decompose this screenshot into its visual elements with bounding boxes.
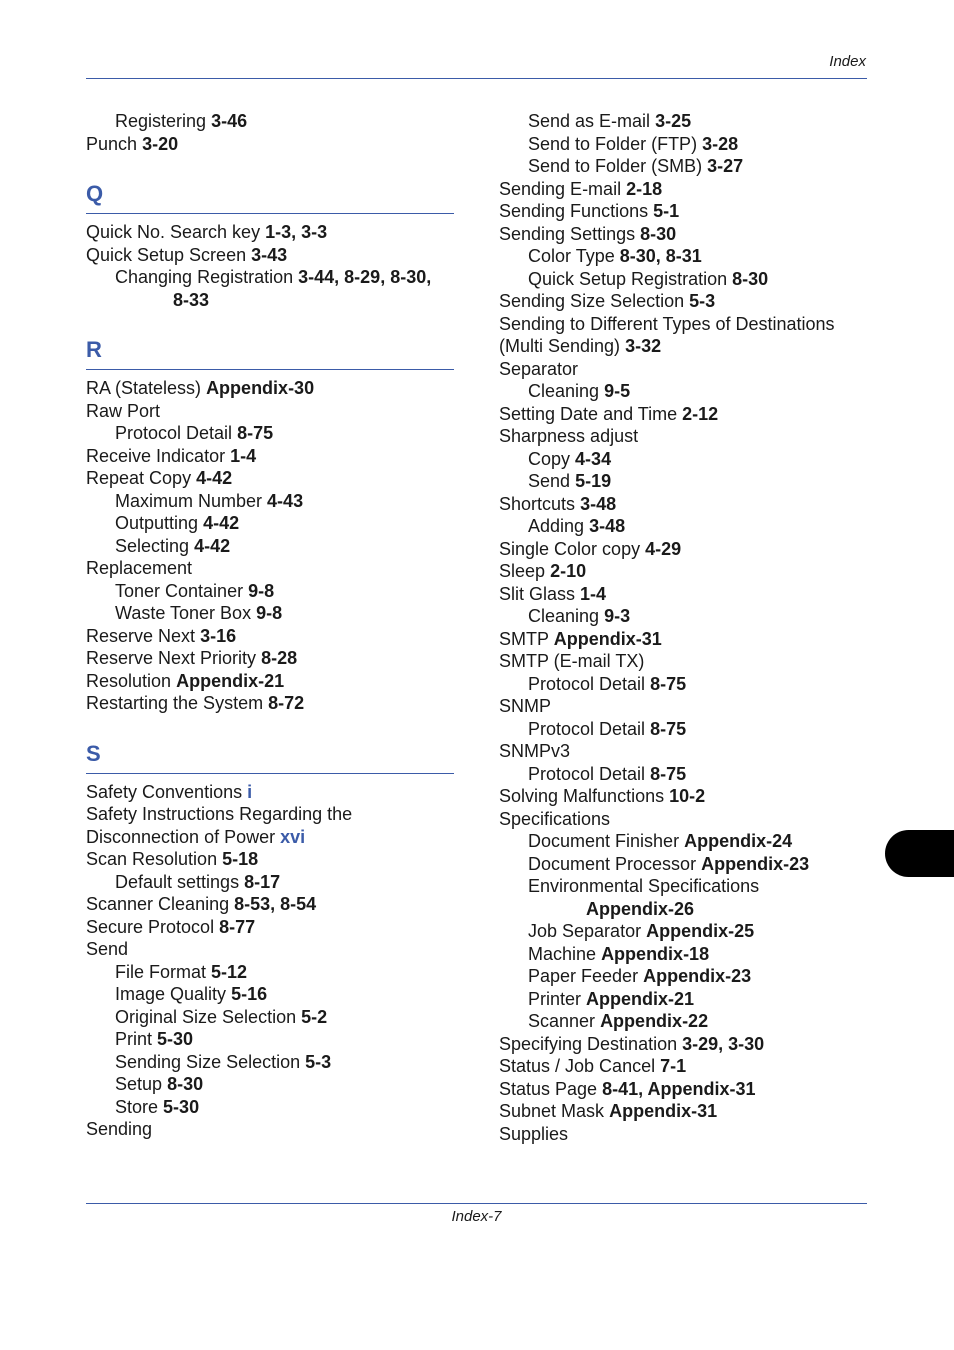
entry-term: Status Page bbox=[499, 1078, 598, 1099]
page-reference: 5-3 bbox=[305, 1051, 332, 1072]
entry-term: SMTP (E-mail TX) bbox=[499, 651, 645, 671]
index-entry bbox=[86, 400, 454, 423]
footer-rule bbox=[86, 1203, 867, 1204]
entry-term: (Multi Sending) bbox=[499, 336, 621, 356]
index-entry bbox=[499, 695, 871, 718]
index-subentry bbox=[86, 1096, 454, 1119]
page-reference: 3-32 bbox=[625, 336, 662, 356]
page-reference: Appendix-23 bbox=[643, 966, 752, 986]
index-entry bbox=[499, 808, 871, 831]
index-subentry bbox=[499, 380, 871, 403]
page-reference: 3-25 bbox=[655, 111, 692, 131]
page-reference: 1-4 bbox=[580, 583, 607, 604]
page-reference: 4-42 bbox=[194, 535, 231, 556]
index-entry bbox=[499, 538, 871, 561]
index-subentry bbox=[499, 943, 871, 966]
header-rule bbox=[86, 78, 867, 79]
page-reference: 8-75 bbox=[650, 763, 687, 784]
page-number: Index-7 bbox=[451, 1208, 502, 1225]
entry-term: Safety Conventions bbox=[86, 781, 243, 802]
page-reference: Appendix-31 bbox=[609, 1101, 718, 1121]
index-entry bbox=[499, 223, 871, 246]
entry-term: Print bbox=[115, 1029, 153, 1049]
index-entry bbox=[86, 445, 454, 468]
page-reference: 3-48 bbox=[580, 493, 617, 514]
page-reference: 4-29 bbox=[645, 538, 682, 559]
index-entry bbox=[86, 826, 454, 849]
entry-term: Sharpness adjust bbox=[499, 426, 639, 446]
page-reference: Appendix-22 bbox=[600, 1011, 709, 1031]
index-subentry bbox=[499, 875, 871, 898]
index-subentry bbox=[86, 580, 454, 603]
entry-term: Setup bbox=[115, 1074, 163, 1094]
page-reference: 5-19 bbox=[575, 471, 612, 491]
index-subentry bbox=[86, 490, 454, 513]
entry-term: Setting Date and Time bbox=[499, 403, 678, 424]
page-reference: 9-8 bbox=[256, 603, 283, 623]
section-rule bbox=[86, 369, 454, 370]
page-reference[interactable]: xvi bbox=[280, 826, 306, 847]
page-reference: 1-3, 3-3 bbox=[265, 222, 328, 242]
page-reference: 8-30 bbox=[640, 223, 677, 244]
index-entry bbox=[499, 560, 871, 583]
page-reference: 4-43 bbox=[267, 490, 304, 511]
page-reference: 8-17 bbox=[244, 871, 281, 892]
entry-term: Separator bbox=[499, 358, 579, 379]
entry-term: Color Type bbox=[528, 246, 615, 266]
entry-term: Quick Setup Registration bbox=[528, 268, 728, 289]
index-subentry bbox=[86, 535, 454, 558]
index-entry bbox=[499, 1055, 871, 1078]
index-subentry bbox=[499, 920, 871, 943]
section-letter: Q bbox=[86, 181, 104, 206]
entry-term: Machine bbox=[528, 943, 597, 964]
page-reference: 8-30 bbox=[732, 268, 769, 289]
index-entry bbox=[499, 493, 871, 516]
entry-term: Protocol Detail bbox=[528, 673, 646, 694]
index-entry bbox=[86, 557, 454, 580]
index-subentry bbox=[499, 268, 871, 291]
index-entry bbox=[499, 583, 871, 606]
page-reference: 2-18 bbox=[626, 178, 663, 199]
entry-term: Sending to Different Types of Destinations bbox=[499, 313, 835, 334]
entry-term: Selecting bbox=[115, 535, 190, 556]
page-reference: 9-5 bbox=[604, 381, 631, 401]
page-reference: 8-53, 8-54 bbox=[234, 894, 317, 914]
page-reference: 7-1 bbox=[660, 1056, 687, 1076]
entry-term: Registering bbox=[115, 111, 207, 131]
index-subentry bbox=[499, 245, 871, 268]
index-entry bbox=[86, 781, 454, 804]
index-subentry bbox=[86, 266, 454, 289]
index-section-header bbox=[86, 335, 454, 370]
index-entry bbox=[499, 425, 871, 448]
page-reference: 8-75 bbox=[237, 423, 274, 443]
page-reference: 5-12 bbox=[211, 961, 248, 982]
index-entry bbox=[86, 803, 454, 826]
entry-term: Cleaning bbox=[528, 606, 600, 626]
index-subentry bbox=[499, 898, 871, 921]
index-entry bbox=[86, 377, 454, 400]
page-reference: 9-8 bbox=[248, 580, 275, 601]
index-subentry bbox=[86, 110, 454, 133]
page-reference: 8-72 bbox=[268, 693, 305, 713]
index-subentry bbox=[86, 983, 454, 1006]
index-entry bbox=[499, 200, 871, 223]
index-subentry bbox=[499, 718, 871, 741]
entry-term: Default settings bbox=[115, 871, 240, 892]
section-letter: S bbox=[86, 740, 101, 766]
page-reference: 5-1 bbox=[653, 201, 680, 221]
page-reference: Appendix-26 bbox=[586, 898, 695, 919]
chapter-thumb-tab bbox=[885, 830, 954, 877]
index-subentry bbox=[86, 422, 454, 445]
entry-term: File Format bbox=[115, 961, 207, 982]
index-subentry bbox=[499, 448, 871, 471]
index-subentry bbox=[499, 763, 871, 786]
page-reference: 10-2 bbox=[669, 786, 706, 806]
page-reference: Appendix-18 bbox=[601, 943, 710, 964]
entry-term: Document Finisher bbox=[528, 831, 680, 851]
page-reference: 8-77 bbox=[219, 916, 256, 937]
entry-term: Toner Container bbox=[115, 580, 244, 601]
entry-term: Sending Functions bbox=[499, 201, 649, 221]
entry-term: Specifying Destination bbox=[499, 1033, 678, 1054]
index-entry bbox=[499, 290, 871, 313]
page-reference: 8-75 bbox=[650, 718, 687, 739]
entry-term: Sleep bbox=[499, 561, 546, 581]
entry-term: Subnet Mask bbox=[499, 1101, 605, 1121]
page-reference: 8-28 bbox=[261, 648, 298, 668]
index-subentry bbox=[86, 602, 454, 625]
page-reference: Appendix-30 bbox=[206, 378, 315, 398]
index-subentry bbox=[86, 871, 454, 894]
entry-term: Restarting the System bbox=[86, 693, 264, 713]
index-column-left bbox=[86, 110, 454, 1141]
entry-term: Scan Resolution bbox=[86, 849, 218, 869]
entry-term: Repeat Copy bbox=[86, 468, 192, 488]
page-reference: Appendix-23 bbox=[701, 853, 810, 874]
index-entry bbox=[499, 313, 871, 336]
index-entry bbox=[499, 785, 871, 808]
index-entry bbox=[499, 740, 871, 763]
page-reference: 5-3 bbox=[689, 291, 716, 311]
index-entry bbox=[499, 628, 871, 651]
entry-term: Punch bbox=[86, 133, 138, 154]
index-entry bbox=[86, 916, 454, 939]
index-subentry bbox=[499, 155, 871, 178]
page-reference: 8-30 bbox=[167, 1074, 204, 1094]
page-reference[interactable]: i bbox=[247, 781, 253, 802]
entry-term: RA (Stateless) bbox=[86, 378, 202, 398]
page-reference: 3-20 bbox=[142, 133, 179, 154]
index-entry bbox=[86, 692, 454, 715]
entry-term: Send to Folder (SMB) bbox=[528, 156, 703, 176]
entry-term: Replacement bbox=[86, 558, 193, 578]
index-subentry bbox=[499, 988, 871, 1011]
entry-term: Resolution bbox=[86, 670, 172, 691]
entry-term: Send to Folder (FTP) bbox=[528, 133, 698, 154]
index-entry bbox=[86, 467, 454, 490]
index-subentry bbox=[86, 961, 454, 984]
entry-term: Sending Settings bbox=[499, 223, 636, 244]
page-reference: 2-10 bbox=[550, 561, 587, 581]
entry-term: Shortcuts bbox=[499, 493, 576, 514]
index-entry bbox=[499, 1123, 871, 1146]
index-entry bbox=[499, 650, 871, 673]
entry-term: Cleaning bbox=[528, 381, 600, 401]
index-subentry bbox=[499, 470, 871, 493]
index-entry bbox=[86, 1118, 454, 1141]
entry-term: Original Size Selection bbox=[115, 1006, 297, 1027]
page-reference: 5-30 bbox=[157, 1029, 194, 1049]
page-reference: 3-48 bbox=[589, 516, 626, 536]
entry-term: Send bbox=[528, 471, 571, 491]
page-reference: 5-16 bbox=[231, 984, 268, 1004]
page-reference: 8-30, 8-31 bbox=[619, 246, 702, 266]
page-reference: 1-4 bbox=[230, 445, 257, 466]
index-subentry bbox=[499, 133, 871, 156]
entry-term: Paper Feeder bbox=[528, 966, 639, 986]
entry-term: Scanner bbox=[528, 1011, 596, 1031]
section-letter: R bbox=[86, 337, 102, 362]
entry-term: Copy bbox=[528, 448, 571, 469]
index-entry bbox=[499, 178, 871, 201]
entry-term: Send as E-mail bbox=[528, 111, 651, 131]
entry-term: SMTP bbox=[499, 628, 549, 649]
index-column-right bbox=[499, 110, 871, 1145]
page-reference: 3-16 bbox=[200, 625, 237, 646]
entry-term: Receive Indicator bbox=[86, 445, 226, 466]
page-reference: 3-29, 3-30 bbox=[682, 1033, 765, 1054]
index-entry bbox=[499, 358, 871, 381]
entry-term: Scanner Cleaning bbox=[86, 894, 230, 914]
index-entry bbox=[86, 647, 454, 670]
entry-term: Sending E-mail bbox=[499, 178, 622, 199]
entry-term: Single Color copy bbox=[499, 538, 641, 559]
entry-term: Store bbox=[115, 1096, 159, 1117]
index-entry bbox=[499, 1100, 871, 1123]
index-subentry bbox=[499, 110, 871, 133]
page-reference: 3-44, 8-29, 8-30, bbox=[298, 267, 432, 287]
page-reference: 8-41, Appendix-31 bbox=[602, 1078, 756, 1099]
entry-term: Disconnection of Power bbox=[86, 826, 276, 847]
page-reference: Appendix-31 bbox=[553, 628, 662, 649]
entry-term: Safety Instructions Regarding the bbox=[86, 804, 353, 824]
index-subentry bbox=[499, 515, 871, 538]
page-reference: 2-12 bbox=[682, 403, 719, 424]
page-reference: Appendix-24 bbox=[684, 831, 793, 851]
entry-term: Quick No. Search key bbox=[86, 222, 261, 242]
index-subentry bbox=[499, 605, 871, 628]
entry-term: Protocol Detail bbox=[528, 718, 646, 739]
index-entry bbox=[86, 625, 454, 648]
index-entry bbox=[86, 221, 454, 244]
index-subentry bbox=[499, 965, 871, 988]
entry-term: Secure Protocol bbox=[86, 916, 215, 937]
entry-term: Environmental Specifications bbox=[528, 876, 760, 896]
entry-term: Raw Port bbox=[86, 400, 161, 421]
index-subentry bbox=[499, 853, 871, 876]
page-reference: 4-42 bbox=[203, 513, 240, 533]
entry-term: Sending bbox=[86, 1119, 153, 1139]
index-subentry bbox=[86, 1073, 454, 1096]
section-rule bbox=[86, 773, 454, 774]
index-entry bbox=[499, 403, 871, 426]
page-reference: 8-33 bbox=[173, 289, 210, 310]
entry-term: Reserve Next bbox=[86, 625, 196, 646]
page-reference: 3-46 bbox=[211, 111, 248, 131]
index-subentry bbox=[499, 1010, 871, 1033]
running-header: Index bbox=[829, 53, 866, 70]
entry-term: Solving Malfunctions bbox=[499, 786, 665, 806]
page-reference: 8-75 bbox=[650, 673, 687, 694]
entry-term: Supplies bbox=[499, 1123, 569, 1144]
entry-term: Slit Glass bbox=[499, 583, 576, 604]
entry-term: Sending Size Selection bbox=[499, 291, 685, 311]
index-entry bbox=[86, 244, 454, 267]
entry-term: Image Quality bbox=[115, 984, 227, 1004]
index-entry bbox=[499, 1078, 871, 1101]
entry-term: SNMP bbox=[499, 696, 552, 716]
page-reference: Appendix-25 bbox=[646, 921, 755, 941]
index-entry bbox=[86, 938, 454, 961]
index-entry bbox=[86, 848, 454, 871]
index-subentry bbox=[86, 512, 454, 535]
entry-term: Send bbox=[86, 939, 129, 959]
entry-term: Outputting bbox=[115, 513, 199, 533]
index-subentry bbox=[499, 830, 871, 853]
entry-term: Document Processor bbox=[528, 853, 697, 874]
entry-term: SNMPv3 bbox=[499, 741, 571, 761]
entry-term: Job Separator bbox=[528, 921, 642, 941]
page-reference: 4-42 bbox=[196, 468, 233, 488]
index-subentry bbox=[86, 1028, 454, 1051]
entry-term: Quick Setup Screen bbox=[86, 244, 247, 265]
page-reference: 5-30 bbox=[163, 1096, 200, 1117]
index-subentry bbox=[86, 1051, 454, 1074]
page-reference: Appendix-21 bbox=[176, 670, 285, 691]
index-entry bbox=[499, 335, 871, 358]
entry-term: Waste Toner Box bbox=[115, 603, 252, 623]
entry-term: Protocol Detail bbox=[528, 763, 646, 784]
page-reference: 3-27 bbox=[707, 156, 744, 176]
page-reference: 3-43 bbox=[251, 244, 288, 265]
entry-term: Reserve Next Priority bbox=[86, 648, 257, 668]
entry-term: Status / Job Cancel bbox=[499, 1056, 656, 1076]
page-reference: 5-18 bbox=[222, 849, 259, 869]
page-reference: Appendix-21 bbox=[586, 988, 695, 1009]
page-reference: 3-28 bbox=[702, 133, 739, 154]
entry-term: Sending Size Selection bbox=[115, 1051, 301, 1072]
index-subentry bbox=[499, 673, 871, 696]
index-entry bbox=[86, 133, 454, 156]
index-entry bbox=[86, 670, 454, 693]
entry-term: Maximum Number bbox=[115, 490, 263, 511]
index-section-header bbox=[86, 179, 454, 214]
index-entry bbox=[499, 1033, 871, 1056]
page-reference: 5-2 bbox=[301, 1006, 328, 1027]
entry-term: Printer bbox=[528, 988, 582, 1009]
index-section-header bbox=[86, 739, 454, 774]
index-subentry bbox=[86, 289, 454, 312]
entry-term: Protocol Detail bbox=[115, 423, 233, 443]
entry-term: Changing Registration bbox=[115, 267, 294, 287]
page-reference: 9-3 bbox=[604, 606, 631, 626]
entry-term: Adding bbox=[528, 516, 585, 536]
index-entry bbox=[86, 893, 454, 916]
index-subentry bbox=[86, 1006, 454, 1029]
entry-term: Specifications bbox=[499, 808, 611, 829]
page-reference: 4-34 bbox=[575, 448, 612, 469]
section-rule bbox=[86, 213, 454, 214]
